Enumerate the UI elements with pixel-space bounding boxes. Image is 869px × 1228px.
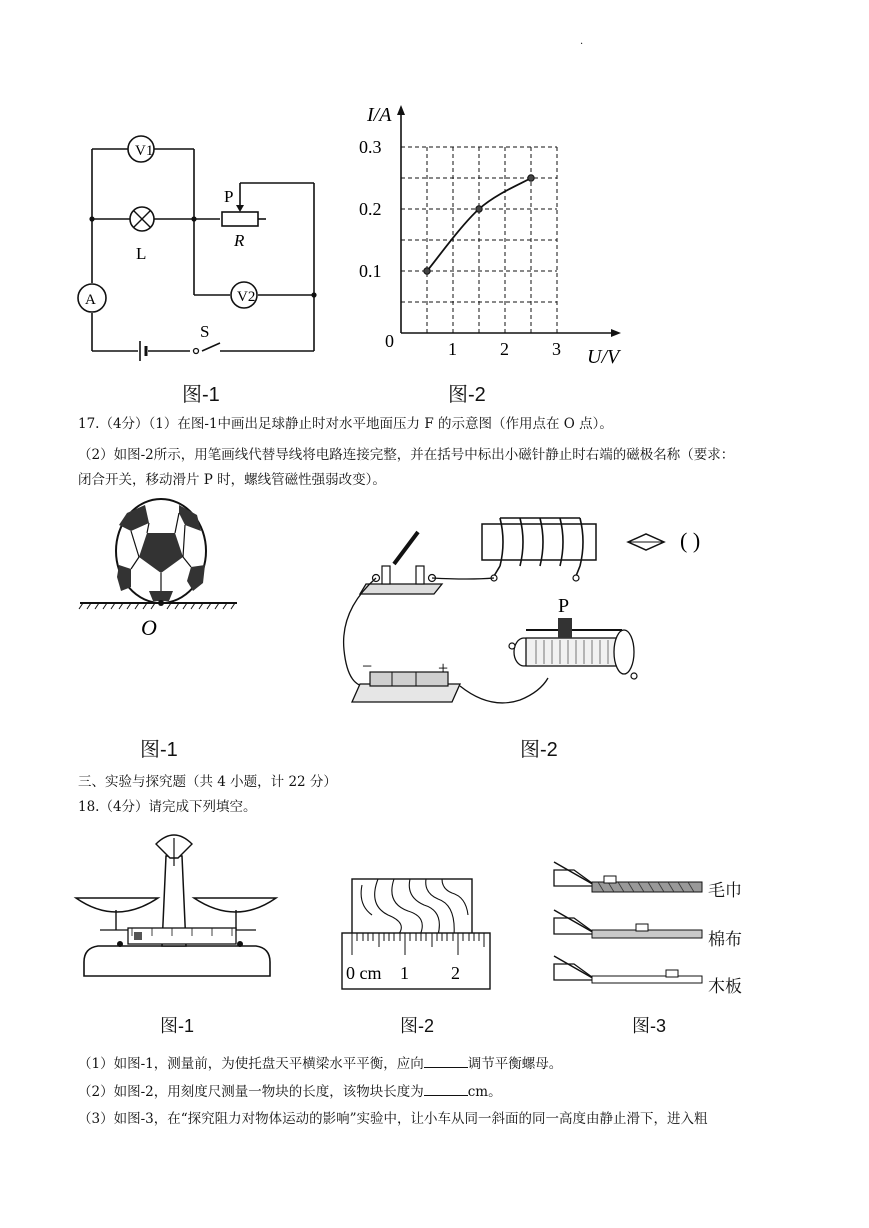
ramp-towel	[554, 862, 702, 892]
data-point	[528, 175, 534, 181]
pole-bracket: ( )	[680, 528, 701, 553]
x-axis-arrow-icon	[611, 329, 621, 337]
rheostat-label: R	[234, 231, 245, 250]
q17-line3: 闭合开关，移动滑片 P 时，螺线管磁性强弱改变）。	[78, 472, 386, 488]
ramp-cotton	[554, 910, 702, 938]
q18-sub1-text-b: 调节平衡螺母。	[467, 1056, 563, 1072]
football-figure	[75, 495, 255, 645]
graph-origin-label: 0	[385, 331, 394, 351]
y-axis-arrow-icon	[397, 105, 405, 115]
q17-line1: 17.（4分）（1）在图-1中画出足球静止时对水平地面压力 F 的示意图（作用点在 O 点）。	[78, 416, 613, 432]
circuit-caption: 图-1	[182, 384, 220, 406]
q18-sub2-blank[interactable]	[424, 1081, 468, 1096]
circuit-diagram	[70, 105, 340, 375]
point-o-label: O	[141, 615, 157, 640]
slider-label: P	[224, 187, 234, 206]
knife-switch	[360, 532, 442, 594]
ammeter-label: A	[85, 292, 96, 308]
surface-label-towel: 毛巾	[708, 881, 742, 901]
page-mark: .	[580, 36, 584, 47]
electromagnet-figure	[330, 500, 770, 725]
q18-sub2	[78, 1081, 502, 1102]
voltmeter-v1-label: V1	[135, 143, 154, 159]
q18-sub1-text-a: （1）如图-1，测量前，为使托盘天平横梁水平平衡，应向	[78, 1056, 424, 1072]
y-tick-label: 0.1	[359, 261, 382, 281]
inclined-planes-figure	[548, 858, 708, 998]
x-tick-label: 2	[500, 339, 509, 359]
q18-sub2-text-a: （2）如图-2，用刻度尺测量一物块的长度，该物块长度为	[78, 1084, 424, 1100]
surface-label-cotton: 棉布	[708, 930, 742, 950]
balance-figure	[70, 828, 285, 988]
q17-line2: （2）如图-2所示，用笔画线代替导线将电路连接完整，并在括号中标出小磁针静止时右端的磁极名称（要求：	[78, 447, 735, 463]
balance-beam-scale	[128, 928, 236, 944]
solenoid-coil	[482, 518, 596, 581]
q18-sub3: （3）如图-3，在“探究阻力对物体运动的影响”实验中，让小车从同一斜面的同一高度由静止滑下，进入粗	[78, 1111, 708, 1127]
y-tick-label: 0.3	[359, 137, 382, 157]
battery-minus: −	[362, 656, 373, 676]
data-point	[476, 206, 482, 212]
q18-sub1	[78, 1053, 562, 1074]
battery-plus: +	[438, 658, 449, 678]
football-caption: 图-1	[140, 739, 178, 761]
rheostat-device	[509, 618, 637, 679]
q18-sub1-blank[interactable]	[424, 1053, 468, 1068]
graph-caption: 图-2	[448, 384, 486, 406]
section3-heading: 三、实验与探究题（共 4 小题，计 22 分）	[78, 774, 337, 790]
q18-sub2-text-b: cm。	[467, 1084, 502, 1100]
electromagnet-caption: 图-2	[520, 739, 558, 761]
ruler-figure	[338, 875, 498, 995]
graph-y-label: I/A	[367, 104, 392, 126]
ruler-label-1: 1	[400, 963, 409, 983]
y-tick-label: 0.2	[359, 199, 382, 219]
voltmeter-v2-label: V2	[237, 289, 256, 305]
football-icon	[116, 499, 206, 603]
graph-x-label: U/V	[587, 346, 620, 368]
inclined-caption: 图-3	[632, 1016, 667, 1036]
data-point	[424, 268, 430, 274]
ramp-wood	[554, 956, 702, 983]
q18-intro: 18.（4分）请完成下列填空。	[78, 799, 257, 815]
x-tick-label: 1	[448, 339, 457, 359]
lamp-label: L	[136, 244, 147, 263]
x-tick-label: 3	[552, 339, 561, 359]
rheostat-slider-label: P	[558, 595, 570, 617]
iu-graph	[355, 95, 645, 375]
ruler-label-2: 2	[451, 963, 460, 983]
ruler-caption: 图-2	[400, 1016, 435, 1036]
balance-caption: 图-1	[160, 1016, 195, 1036]
ruler-label-0: 0 cm	[346, 963, 382, 983]
surface-label-wood: 木板	[708, 977, 742, 997]
switch-label: S	[200, 322, 210, 341]
point-o	[158, 600, 164, 606]
